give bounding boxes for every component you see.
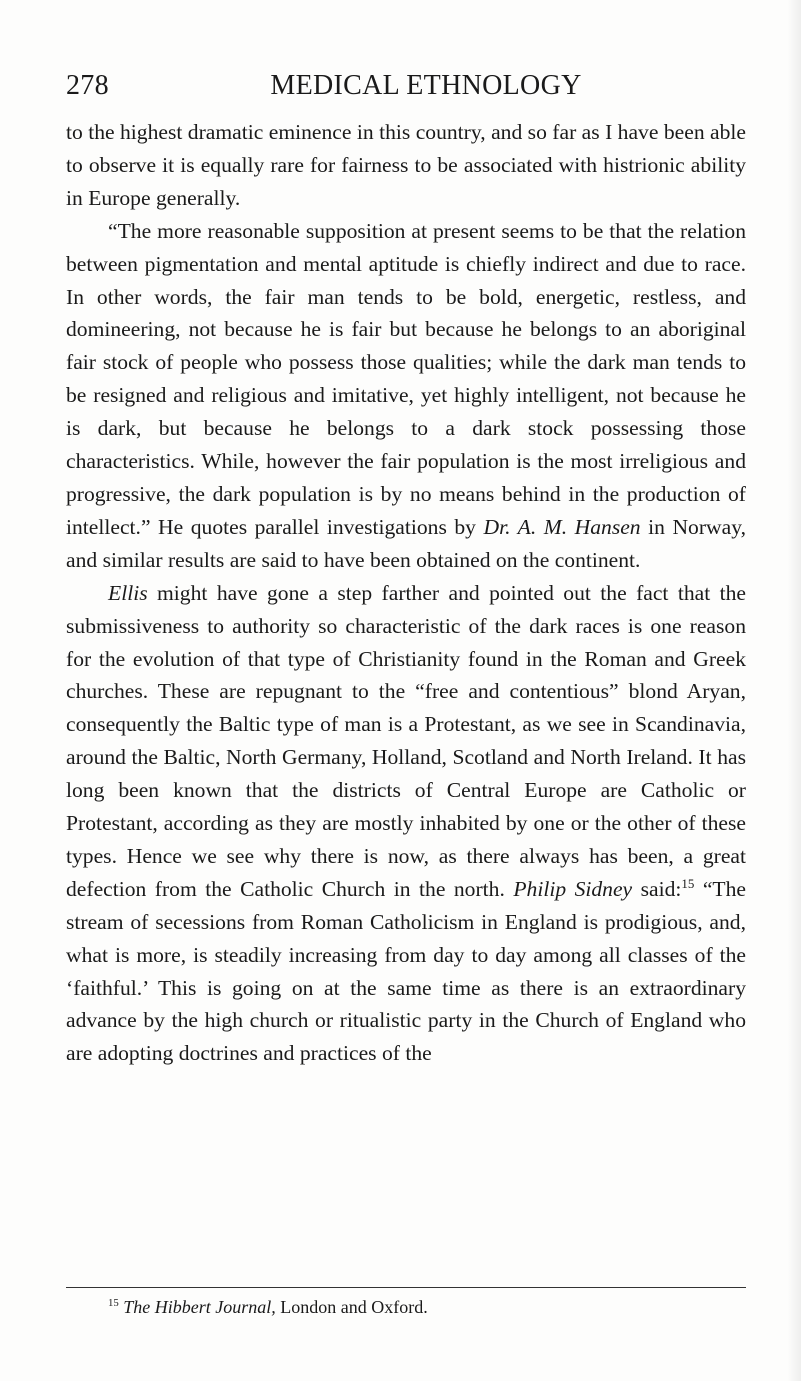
footnote-reference: 15 bbox=[681, 875, 695, 891]
page-number: 278 bbox=[66, 70, 109, 101]
running-head: MEDICAL ETHNOLOGY bbox=[270, 70, 582, 101]
footnote-text: London and Oxford. bbox=[280, 1297, 428, 1317]
footnote-divider bbox=[66, 1287, 746, 1288]
paragraph-ellis: Ellis might have gone a step farther and pointed out the fact that the submissiveness to authority so characteristic of the dark races is one reason for the evolution of that type of Christianity found in the Roman and Greek churches. These are repugnant to the “free and contentious” blond Aryan, consequently the Baltic type of man is a Protestant, as we see in Scandinavia, around the Baltic, North Germany, Holland, Scotland and North Ireland. It has long been known that the districts of Central Europe are Catholic or Protestant, according as they are mostly inhabited by one or the other of these types. Hence we see why there is now, as there always has been, a great defection from the Catholic Church in the north. Philip Sidney said:$^{15}$ “The stream of secessions from Roman Catholicism in England is prodigious, and, what is more, is steadily increasing from day to day among all classes of the ‘faithful.’ This is going on at the same time as there is an extraordinary advance by the high church or ritualistic party in the Church of England who are adopting doctrines and practices of the bbox=[66, 580, 747, 1066]
body-text bbox=[66, 116, 746, 1070]
footnote-number: 15 bbox=[108, 1297, 119, 1309]
author-name-sidney: Philip Sidney bbox=[513, 876, 633, 901]
paragraph-quote: “The more reasonable supposition at present seems to be that the relation between pigmentation and mental aptitude is chiefly indirect and due to race. In other words, the fair man tends to be bold, energetic, restless, and domineering, not because he is fair but because he belongs to an aboriginal fair stock of people who possess those qualities; while the dark man tends to be resigned and religious and imitative, yet highly intelligent, not because he is dark, but because he belongs to a dark stock possessing those characteristics. While, however the fair population is the most irreligious and progressive, the dark population is by no means behind in the production of intellect.” He quotes parallel investigations by Dr. A. M. Hansen in Norway, and similar results are said to have been obtained on the continent. bbox=[66, 218, 747, 572]
page-header bbox=[66, 70, 746, 106]
author-name-ellis: Ellis bbox=[108, 580, 148, 605]
page-edge-shadow bbox=[787, 0, 801, 1381]
author-name-hansen: Dr. A. M. Hansen bbox=[483, 514, 641, 539]
paragraph-continuation: to the highest dramatic eminence in this country, and so far as I have been able to observe it is equally rare for fairness to be associated with histrionic ability in Europe generally. bbox=[66, 120, 746, 210]
footnote-title: The Hibbert Journal, bbox=[123, 1297, 276, 1317]
footnote bbox=[108, 1295, 748, 1319]
